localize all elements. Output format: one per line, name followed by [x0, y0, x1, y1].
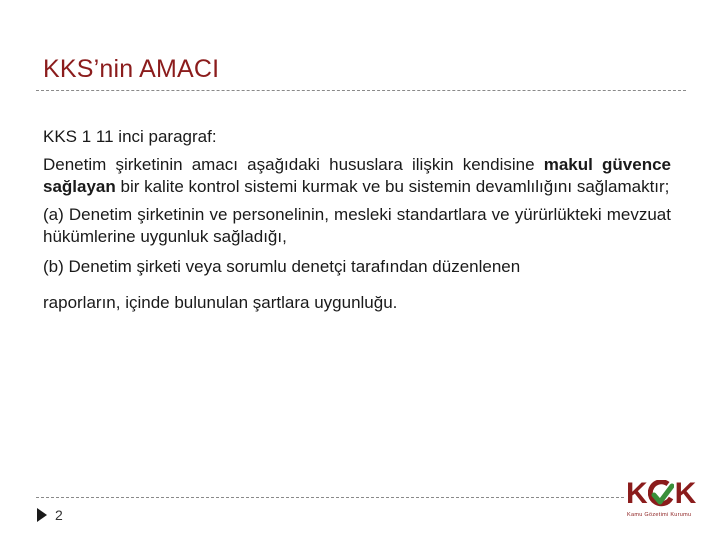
kgk-logo	[626, 478, 704, 523]
logo-letters	[626, 478, 695, 510]
checkmark-icon	[648, 480, 674, 508]
paragraph-purpose	[43, 154, 671, 198]
logo-subtitle: Kamu Gözetimi Kurumu	[627, 512, 692, 518]
purpose-text-end: bir kalite kontrol sistemi kurmak ve bu sistemin devamlılığını sağlamaktır;	[115, 177, 670, 196]
logo-letter-k-left: K	[626, 477, 647, 510]
paragraph-item-a: (a) Denetim şirketinin ve personelinin, mesleki standartlara ve yürürlükteki mevzuat hükümlerine uygunluk sağladığı,	[43, 205, 671, 246]
paragraph-reference: KKS 1 11 inci paragraf:	[43, 127, 217, 146]
purpose-text-start: Denetim şirketinin amacı aşağıdaki hususlara ilişkin kendisine	[43, 155, 544, 174]
logo-letter-k-right: K	[674, 477, 696, 510]
slide-body	[43, 126, 671, 314]
paragraph-item-b-continued: raporların, içinde bulunulan şartlara uygunluğu.	[43, 293, 398, 312]
arrow-bullet-icon	[37, 508, 47, 522]
slide-title: KKS’nin AMACI	[43, 55, 220, 83]
page-number: 2	[55, 507, 63, 523]
purpose-text-bold: makul güvence sağlayan	[43, 155, 672, 196]
paragraph-item-b: (b) Denetim şirketi veya sorumlu denetçi tarafından düzenlenen	[43, 257, 521, 276]
title-divider	[36, 90, 686, 91]
footer-divider	[36, 497, 624, 498]
